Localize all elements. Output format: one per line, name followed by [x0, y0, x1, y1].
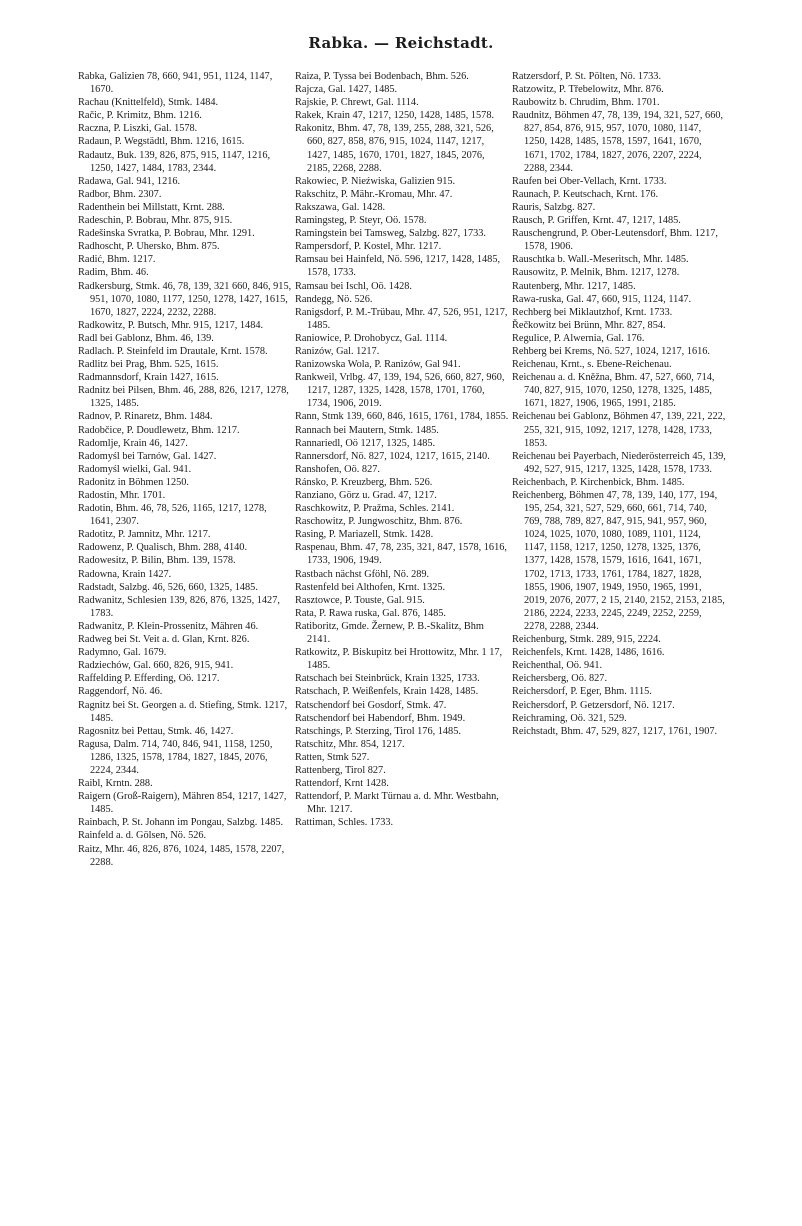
- directory-entry: Radomyśl bei Tarnów, Gal. 1427.: [78, 450, 217, 462]
- directory-entry: Rannariedl, Oö 1217, 1325, 1485.: [295, 437, 436, 449]
- directory-entry: Ramsau bei Hainfeld, Nö. 596, 1217, 1428, 1485, 1578, 1733.: [295, 254, 501, 279]
- directory-entry: Ragosnitz bei Pettau, Stmk. 46, 1427.: [78, 725, 234, 737]
- directory-entry: Radowna, Krain 1427.: [78, 568, 172, 580]
- directory-entry: Rabka, Galizien 78, 660, 941, 951, 1124, 1147, 1670.: [78, 71, 273, 96]
- directory-entry: Reichenau bei Gablonz, Böhmen 47, 139, 221, 222, 255, 321, 915, 1092, 1217, 1278, 1428, 1733, 1853.: [512, 411, 726, 449]
- directory-entry: Raiza, P. Tyssa bei Bodenbach, Bhm. 526.: [295, 71, 469, 82]
- directory-entry: Radenthein bei Millstatt, Krnt. 288.: [78, 201, 225, 213]
- directory-entry: Raitz, Mhr. 46, 826, 876, 1024, 1485, 1578, 2207, 2288.: [78, 843, 285, 868]
- directory-entry: Reichenburg, Stmk. 289, 915, 2224.: [512, 634, 661, 646]
- directory-entry: Rakszawa, Gal. 1428.: [295, 201, 386, 213]
- directory-entry: Rampersdorf, P. Kostel, Mhr. 1217.: [295, 241, 442, 253]
- directory-entry: Ranizów, Gal. 1217.: [295, 345, 380, 357]
- directory-entry: Rakek, Krain 47, 1217, 1250, 1428, 1485, 1578.: [295, 110, 495, 122]
- directory-entry: Ramingstein bei Tamsweg, Salzbg. 827, 1733.: [295, 228, 486, 240]
- directory-entry: Rakonitz, Bhm. 47, 78, 139, 255, 288, 321, 526, 660, 827, 858, 876, 915, 1024, 1147, 1217, 1427, 1485, 1670, 1701, 1827, 1845, 2076, 2185, 2268, 2288.: [295, 123, 494, 174]
- entry-columns: [78, 70, 728, 1210]
- directory-entry: Rainfeld a. d. Gölsen, Nö. 526.: [78, 830, 207, 842]
- column-middle: [295, 70, 511, 1210]
- directory-entry: Radotin, Bhm. 46, 78, 526, 1165, 1217, 1278, 1641, 2307.: [78, 503, 267, 528]
- directory-entry: Radkowitz, P. Butsch, Mhr. 915, 1217, 1484.: [78, 319, 264, 331]
- directory-entry: Rannersdorf, Nö. 827, 1024, 1217, 1615, 2140.: [295, 450, 490, 462]
- directory-entry: Rankweil, Vrlbg. 47, 139, 194, 526, 660, 827, 960, 1217, 1287, 1325, 1428, 1578, 1701, 1760, 1734, 1906, 2019.: [295, 372, 505, 410]
- directory-entry: Reichenau bei Payerbach, Niederösterreich 45, 139, 492, 527, 915, 1217, 1325, 1428, 1578, 1733.: [512, 450, 726, 475]
- directory-entry: Radbor, Bhm. 2307.: [78, 188, 162, 200]
- directory-entry: Raubowitz b. Chrudim, Bhm. 1701.: [512, 97, 660, 109]
- directory-entry: Raufen bei Ober-Vellach, Krnt. 1733.: [512, 175, 667, 187]
- directory-entry: Rainbach, P. St. Johann im Pongau, Salzbg. 1485.: [78, 817, 284, 829]
- directory-entry: Reichersdorf, P. Getzersdorf, Nö. 1217.: [512, 699, 675, 711]
- directory-entry: Rajskie, P. Chrewt, Gal. 1114.: [295, 97, 419, 109]
- directory-entry: Radaun, P. Wegstädtl, Bhm. 1216, 1615.: [78, 136, 245, 148]
- directory-entry: Radlach. P. Steinfeld im Drautale, Krnt. 1578.: [78, 345, 268, 357]
- directory-entry: Rastbach nächst Gföhl, Nö. 289.: [295, 568, 430, 580]
- directory-entry: Rehberg bei Krems, Nö. 527, 1024, 1217, 1616.: [512, 345, 711, 357]
- directory-entry: Ránsko, P. Kreuzberg, Bhm. 526.: [295, 476, 433, 488]
- directory-entry: Ratzowitz, P. Třebelowitz, Mhr. 876.: [512, 84, 664, 96]
- directory-entry: Rasztowce, P. Touste, Gal. 915.: [295, 594, 425, 606]
- directory-entry: Ratkowitz, P. Biskupitz bei Hrottowitz, Mhr. 1 17, 1485.: [295, 647, 503, 672]
- directory-entry: Rechberg bei Miklautzhof, Krnt. 1733.: [512, 306, 673, 318]
- column-left: [78, 70, 294, 1210]
- directory-entry: Radziechów, Gal. 660, 826, 915, 941.: [78, 660, 234, 672]
- directory-entry: Rann, Stmk 139, 660, 846, 1615, 1761, 1784, 1855.: [295, 411, 509, 423]
- directory-entry: Ramsau bei Ischl, Oö. 1428.: [295, 280, 412, 292]
- directory-entry: Radwanitz, P. Klein-Prossenitz, Mähren 46.: [78, 620, 259, 632]
- directory-entry: Radić, Bhm. 1217.: [78, 254, 156, 266]
- directory-entry: Radotitz, P. Jamnitz, Mhr. 1217.: [78, 529, 211, 541]
- directory-entry: Rausowitz, P. Melnik, Bhm. 1217, 1278.: [512, 267, 680, 279]
- directory-entry: Ragusa, Dalm. 714, 740, 846, 941, 1158, 1250, 1286, 1325, 1578, 1784, 1827, 1845, 2076, 2224, 2344.: [78, 738, 273, 776]
- directory-entry: Radlitz bei Prag, Bhm. 525, 1615.: [78, 359, 219, 371]
- directory-entry: Ranizowska Wola, P. Ranizów, Gal 941.: [295, 359, 461, 371]
- directory-entry: Raspenau, Bhm. 47, 78, 235, 321, 847, 1578, 1616, 1733, 1906, 1949.: [295, 542, 507, 567]
- directory-entry: Reichenthal, Oö. 941.: [512, 660, 603, 672]
- directory-entry: Raibl, Krntn. 288.: [78, 778, 153, 790]
- directory-entry: Radowesitz, P. Bilin, Bhm. 139, 1578.: [78, 555, 236, 567]
- directory-entry: Regulice, P. Alwernia, Gal. 176.: [512, 332, 645, 344]
- directory-entry: Radawa, Gal. 941, 1216.: [78, 175, 181, 187]
- directory-entry: Raggendorf, Nö. 46.: [78, 686, 163, 698]
- directory-entry: Radautz, Buk. 139, 826, 875, 915, 1147, 1216, 1250, 1427, 1484, 1783, 2344.: [78, 149, 271, 174]
- directory-entry: Rasing, P. Mariazell, Stmk. 1428.: [295, 529, 434, 541]
- directory-entry: Radešinska Svratka, P. Bobrau, Mhr. 1291.: [78, 228, 255, 240]
- directory-entry: Radomlje, Krain 46, 1427.: [78, 437, 188, 449]
- directory-entry: Rastenfeld bei Althofen, Krnt. 1325.: [295, 581, 446, 593]
- directory-entry: Rautenberg, Mhr. 1217, 1485.: [512, 280, 636, 292]
- directory-entry: Radkersburg, Stmk. 46, 78, 139, 321 660, 846, 915, 951, 1070, 1080, 1177, 1250, 1278, 1427, 1615, 1670, 1827, 2224, 2232, 2288.: [78, 280, 292, 318]
- directory-entry: Radim, Bhm. 46.: [78, 267, 149, 279]
- directory-entry: Rauschengrund, P. Ober-Leutensdorf, Bhm. 1217, 1578, 1906.: [512, 228, 718, 253]
- directory-entry: Ratschitz, Mhr. 854, 1217.: [295, 738, 405, 750]
- directory-entry: Radhoscht, P. Uhersko, Bhm. 875.: [78, 241, 220, 253]
- directory-entry: Radweg bei St. Veit a. d. Glan, Krnt. 826.: [78, 634, 250, 646]
- directory-entry: Ramingsteg, P. Steyr, Oö. 1578.: [295, 215, 427, 227]
- directory-entry: Ratiboritz, Gmde. Žernew, P. B.-Skalitz, Bhm 2141.: [295, 620, 484, 646]
- directory-entry: Reichenau a. d. Kněžna, Bhm. 47, 527, 660, 714, 740, 827, 915, 1070, 1250, 1278, 1325, 1485, 1671, 1827, 1906, 1965, 1991, 2185.: [512, 372, 715, 410]
- directory-entry: Račic, P. Krimitz, Bhm. 1216.: [78, 110, 202, 122]
- directory-entry: Raschkowitz, P. Pražma, Schles. 2141.: [295, 503, 455, 515]
- directory-entry: Ranigsdorf, P. M.-Trübau, Mhr. 47, 526, 951, 1217, 1485.: [295, 306, 508, 331]
- directory-entry: Ranshofen, Oö. 827.: [295, 463, 380, 475]
- directory-entry: Raigern (Groß-Raigern), Mähren 854, 1217, 1427, 1485.: [78, 791, 287, 816]
- directory-entry: Raudnitz, Böhmen 47, 78, 139, 194, 321, 527, 660, 827, 854, 876, 915, 957, 1070, 1080, 1147, 1250, 1428, 1485, 1578, 1597, 1641, 1670, 1671, 1702, 1784, 1827, 2076, 2207, 2224, 2288, 2344.: [512, 110, 724, 174]
- directory-entry: Reichstadt, Bhm. 47, 529, 827, 1217, 1761, 1907.: [512, 725, 718, 737]
- directory-entry: Reichenfels, Krnt. 1428, 1486, 1616.: [512, 647, 665, 659]
- directory-entry: Rattiman, Schles. 1733.: [295, 817, 394, 829]
- directory-entry: Raschowitz, P. Jungwoschitz, Bhm. 876.: [295, 516, 463, 528]
- directory-entry: Ratschings, P. Sterzing, Tirol 176, 1485.: [295, 725, 461, 737]
- directory-entry: Radobčice, P. Doudlewetz, Bhm. 1217.: [78, 424, 240, 436]
- directory-entry: Ratschach, P. Weißenfels, Krain 1428, 1485.: [295, 686, 479, 698]
- directory-entry: Radmannsdorf, Krain 1427, 1615.: [78, 372, 219, 384]
- directory-entry: Radl bei Gablonz, Bhm. 46, 139.: [78, 332, 214, 344]
- directory-entry: Ratschendorf bei Gosdorf, Stmk. 47.: [295, 699, 447, 711]
- directory-entry: Radwanitz, Schlesien 139, 826, 876, 1325, 1427, 1783.: [78, 594, 280, 619]
- directory-entry: Rauschtka b. Wall.-Meseritsch, Mhr. 1485.: [512, 254, 689, 266]
- directory-entry: Řečkowitz bei Brünn, Mhr. 827, 854.: [512, 319, 666, 331]
- directory-entry: Reichersdorf, P. Eger, Bhm. 1115.: [512, 686, 652, 698]
- directory-entry: Rauris, Salzbg. 827.: [512, 201, 596, 213]
- directory-entry: Rattendorf, P. Markt Türnau a. d. Mhr. Westbahn, Mhr. 1217.: [295, 791, 499, 816]
- directory-entry: Ranziano, Görz u. Grad. 47, 1217.: [295, 490, 437, 501]
- directory-entry: Rakschitz, P. Mähr.-Kromau, Mhr. 47.: [295, 188, 453, 200]
- directory-entry: Radowenz, P. Qualisch, Bhm. 288, 4140.: [78, 542, 248, 554]
- directory-entry: Radnov, P. Rinaretz, Bhm. 1484.: [78, 411, 213, 423]
- directory-entry: Reichenau, Krnt., s. Ebene-Reichenau.: [512, 359, 672, 371]
- directory-entry: Rajcza, Gal. 1427, 1485.: [295, 84, 398, 96]
- directory-entry: Raczna, P. Liszki, Gal. 1578.: [78, 123, 198, 135]
- directory-entry: Ratschendorf bei Habendorf, Bhm. 1949.: [295, 712, 466, 724]
- directory-entry: Radymno, Gal. 1679.: [78, 647, 167, 659]
- directory-entry: Raffelding P. Efferding, Oö. 1217.: [78, 673, 220, 685]
- directory-entry: Radeschin, P. Bobrau, Mhr. 875, 915.: [78, 215, 233, 227]
- directory-entry: Rata, P. Rawa ruska, Gal. 876, 1485.: [295, 607, 446, 619]
- column-right: [512, 70, 728, 1210]
- directory-entry: Reichenberg, Böhmen 47, 78, 139, 140, 177, 194, 195, 254, 321, 527, 529, 660, 661, 714, 740, 769, 788, 789, 827, 847, 915, 941, 957, 960, 1024, 1025, 1070, 1080, 1089, 1101, 1124, 1147, 1158, 1217, 1250, 1278, 1325, 1376, 1377, 1428, 1578, 1579, 1616, 1641, 1671, 1702, 1713, 1733, 1761, 1784, 1827, 1828, 1855, 1906, 1907, 1949, 1950, 1965, 1991, 2019, 2076, 2077, 2 15, 2140, 2152, 2153, 2185, 2186, 2224, 2233, 2245, 2249, 2252, 2259, 2278, 2288, 2344.: [512, 490, 725, 632]
- directory-entry: Rachau (Knittelfeld), Stmk. 1484.: [78, 97, 219, 109]
- directory-entry: Rausch, P. Griffen, Krnt. 47, 1217, 1485.: [512, 215, 681, 227]
- directory-entry: Reichersberg, Oö. 827.: [512, 673, 608, 685]
- directory-entry: Rattenberg, Tirol 827.: [295, 764, 386, 776]
- directory-entry: Ratzersdorf, P. St. Pölten, Nö. 1733.: [512, 71, 662, 82]
- directory-entry: Ratschach bei Steinbrück, Krain 1325, 1733.: [295, 673, 480, 685]
- directory-entry: Radstadt, Salzbg. 46, 526, 660, 1325, 1485.: [78, 581, 258, 593]
- directory-entry: Radonitz in Böhmen 1250.: [78, 476, 189, 488]
- page-header: Rabka. — Reichstadt.: [308, 34, 494, 52]
- directory-entry: Rannach bei Mautern, Stmk. 1485.: [295, 424, 439, 436]
- directory-entry: Raniowice, P. Drohobycz, Gal. 1114.: [295, 332, 448, 344]
- directory-entry: Rattendorf, Krnt 1428.: [295, 778, 389, 790]
- directory-entry: Raunach, P. Keutschach, Krnt. 176.: [512, 188, 659, 200]
- directory-entry: Ratten, Stmk 527.: [295, 751, 370, 763]
- directory-entry: Radomyśl wielki, Gal. 941.: [78, 463, 192, 475]
- directory-entry: Reichenbach, P. Kirchenbick, Bhm. 1485.: [512, 476, 685, 488]
- directory-entry: Ragnitz bei St. Georgen a. d. Stiefing, Stmk. 1217, 1485.: [78, 699, 288, 724]
- directory-entry: Rakowiec, P. Nieźwiska, Galizien 915.: [295, 175, 456, 187]
- directory-entry: Rawa-ruska, Gal. 47, 660, 915, 1124, 1147.: [512, 293, 692, 305]
- directory-entry: Radnitz bei Pilsen, Bhm. 46, 288, 826, 1217, 1278, 1325, 1485.: [78, 385, 289, 410]
- directory-entry: Radostin, Mhr. 1701.: [78, 490, 166, 501]
- directory-entry: Reichraming, Oö. 321, 529.: [512, 712, 627, 724]
- directory-entry: Randegg, Nö. 526.: [295, 293, 373, 305]
